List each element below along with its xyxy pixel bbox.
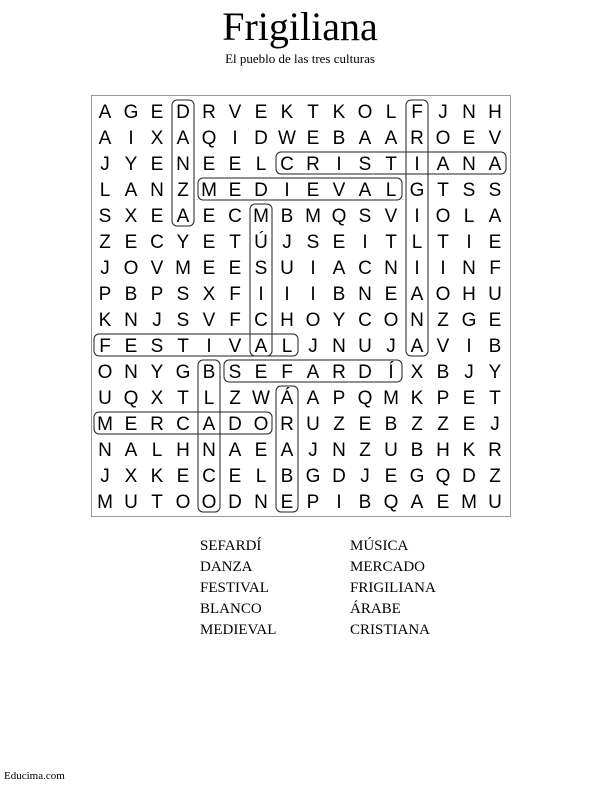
grid-letter-r13-c3[interactable]: H <box>176 440 190 461</box>
grid-letter-r9-c6[interactable]: A <box>254 336 268 357</box>
grid-letter-r8-c14[interactable]: G <box>461 310 477 331</box>
grid-letter-r9-c8[interactable]: J <box>308 336 318 357</box>
grid-letter-r11-c15[interactable]: T <box>489 388 501 409</box>
grid-letter-r9-c12[interactable]: A <box>410 336 424 357</box>
grid-letter-r1-c0[interactable]: A <box>98 128 112 149</box>
grid-letter-r3-c4[interactable]: M <box>201 180 217 201</box>
grid-letter-r14-c1[interactable]: X <box>124 466 138 487</box>
grid-letter-r13-c5[interactable]: A <box>228 440 242 461</box>
word-list-item: BLANCO <box>200 601 262 617</box>
grid-letter-r1-c6[interactable]: D <box>254 128 268 149</box>
grid-letter-r6-c13[interactable]: I <box>440 258 446 279</box>
grid-letter-r1-c1[interactable]: I <box>128 128 134 149</box>
grid-letter-r14-c15[interactable]: Z <box>489 466 501 487</box>
grid-letter-r6-c9[interactable]: A <box>332 258 346 279</box>
grid-letter-r15-c12[interactable]: A <box>410 492 424 513</box>
grid-letter-r13-c4[interactable]: N <box>202 440 216 461</box>
grid-letter-r11-c5[interactable]: Z <box>229 388 241 409</box>
grid-letter-r10-c13[interactable]: B <box>436 362 450 383</box>
grid-letter-r0-c5[interactable]: V <box>228 102 242 123</box>
grid-letter-r11-c3[interactable]: T <box>177 388 189 409</box>
grid-letter-r3-c12[interactable]: G <box>409 180 425 201</box>
grid-letter-r9-c14[interactable]: I <box>466 336 472 357</box>
grid-letter-r1-c5[interactable]: I <box>232 128 238 149</box>
grid-letter-r6-c14[interactable]: N <box>462 258 476 279</box>
grid-letter-r6-c1[interactable]: O <box>123 258 139 279</box>
grid-letter-r4-c8[interactable]: M <box>305 206 321 227</box>
grid-letter-r10-c2[interactable]: Y <box>150 362 164 383</box>
grid-letter-r11-c11[interactable]: M <box>383 388 399 409</box>
grid-letter-r5-c0[interactable]: Z <box>99 232 111 253</box>
grid-letter-r8-c12[interactable]: N <box>410 310 424 331</box>
grid-letter-r4-c14[interactable]: L <box>463 206 475 227</box>
grid-letter-r5-c3[interactable]: Y <box>176 232 190 253</box>
grid-letter-r3-c15[interactable]: S <box>488 180 502 201</box>
grid-letter-r0-c0[interactable]: A <box>98 102 112 123</box>
grid-letter-r5-c2[interactable]: C <box>150 232 164 253</box>
grid-letter-r4-c4[interactable]: E <box>202 206 216 227</box>
grid-letter-r0-c15[interactable]: H <box>488 102 502 123</box>
grid-letter-r8-c9[interactable]: Y <box>332 310 346 331</box>
grid-letter-r2-c3[interactable]: N <box>176 154 190 175</box>
grid-letter-r12-c6[interactable]: O <box>253 414 269 435</box>
grid-letter-r0-c10[interactable]: O <box>357 102 373 123</box>
grid-letter-r6-c8[interactable]: I <box>310 258 316 279</box>
grid-letter-r12-c13[interactable]: Z <box>437 414 449 435</box>
grid-letter-r2-c6[interactable]: L <box>255 154 267 175</box>
grid-letter-r14-c8[interactable]: G <box>305 466 321 487</box>
grid-letter-r3-c0[interactable]: L <box>99 180 111 201</box>
grid-letter-r3-c2[interactable]: N <box>150 180 164 201</box>
grid-letter-r4-c6[interactable]: M <box>253 206 269 227</box>
grid-letter-r0-c3[interactable]: D <box>176 102 190 123</box>
page-subtitle: El pueblo de las tres culturas <box>225 51 375 66</box>
grid-letter-r13-c9[interactable]: N <box>332 440 346 461</box>
grid-letter-r13-c12[interactable]: B <box>410 440 424 461</box>
grid-letter-r5-c10[interactable]: I <box>362 232 368 253</box>
grid-letter-r10-c6[interactable]: E <box>254 362 268 383</box>
grid-letter-r7-c15[interactable]: U <box>488 284 502 305</box>
grid-letter-r9-c9[interactable]: N <box>332 336 346 357</box>
grid-letter-r1-c7[interactable]: W <box>278 128 296 149</box>
grid-letter-r13-c6[interactable]: E <box>254 440 268 461</box>
grid-letter-r2-c5[interactable]: E <box>228 154 242 175</box>
grid-letter-r1-c9[interactable]: B <box>332 128 346 149</box>
grid-letter-r3-c1[interactable]: A <box>124 180 138 201</box>
grid-letter-r12-c1[interactable]: E <box>124 414 138 435</box>
grid-letter-r15-c9[interactable]: I <box>336 492 342 513</box>
grid-letter-r1-c8[interactable]: E <box>306 128 320 149</box>
grid-letter-r5-c7[interactable]: J <box>282 232 292 253</box>
grid-letter-r12-c2[interactable]: R <box>150 414 164 435</box>
grid-letter-r7-c3[interactable]: S <box>176 284 190 305</box>
grid-letter-r4-c0[interactable]: S <box>98 206 112 227</box>
grid-letter-r15-c6[interactable]: N <box>254 492 268 513</box>
grid-letter-r7-c10[interactable]: N <box>358 284 372 305</box>
grid-letter-r9-c1[interactable]: E <box>124 336 138 357</box>
grid-letter-r6-c10[interactable]: C <box>358 258 372 279</box>
grid-letter-r8-c13[interactable]: Z <box>437 310 449 331</box>
grid-letter-r11-c6[interactable]: W <box>252 388 270 409</box>
grid-letter-r12-c9[interactable]: Z <box>333 414 345 435</box>
grid-letter-r1-c10[interactable]: A <box>358 128 372 149</box>
grid-letter-r5-c6[interactable]: Ú <box>254 232 268 253</box>
grid-letter-r7-c4[interactable]: X <box>202 284 216 305</box>
grid-letter-r6-c6[interactable]: S <box>254 258 268 279</box>
grid-letter-r0-c7[interactable]: K <box>280 102 294 123</box>
word-list-item: ÁRABE <box>350 601 401 617</box>
grid-letter-r12-c7[interactable]: R <box>280 414 294 435</box>
word-list-item: CRISTIANA <box>350 622 431 638</box>
grid-letter-r1-c2[interactable]: X <box>150 128 164 149</box>
grid-letter-r5-c5[interactable]: T <box>229 232 241 253</box>
grid-letter-r0-c6[interactable]: E <box>254 102 268 123</box>
grid-letter-r8-c10[interactable]: C <box>358 310 372 331</box>
grid-letter-r6-c2[interactable]: V <box>150 258 164 279</box>
grid-letter-r7-c2[interactable]: P <box>150 284 164 305</box>
grid-letter-r0-c11[interactable]: L <box>385 102 397 123</box>
word-list-item: MEDIEVAL <box>200 622 277 638</box>
grid-letter-r2-c1[interactable]: Y <box>124 154 138 175</box>
grid-letter-r0-c14[interactable]: N <box>462 102 476 123</box>
grid-letter-r6-c11[interactable]: N <box>384 258 398 279</box>
grid-letter-r3-c13[interactable]: T <box>437 180 449 201</box>
grid-letter-r12-c4[interactable]: A <box>202 414 216 435</box>
grid-letter-r0-c13[interactable]: J <box>438 102 448 123</box>
grid-letter-r4-c5[interactable]: C <box>228 206 242 227</box>
grid-letter-r11-c12[interactable]: K <box>410 388 424 409</box>
grid-letter-r15-c4[interactable]: O <box>201 492 217 513</box>
grid-letter-r5-c11[interactable]: T <box>385 232 397 253</box>
grid-letter-r5-c13[interactable]: T <box>437 232 449 253</box>
grid-letter-r2-c0[interactable]: J <box>100 154 110 175</box>
grid-letter-r13-c7[interactable]: A <box>280 440 294 461</box>
grid-letter-r8-c2[interactable]: J <box>152 310 162 331</box>
grid-letter-r15-c11[interactable]: Q <box>383 492 399 513</box>
grid-letter-r4-c3[interactable]: A <box>176 206 190 227</box>
grid-letter-r14-c5[interactable]: E <box>228 466 242 487</box>
grid-letter-r12-c14[interactable]: E <box>462 414 476 435</box>
grid-letter-r14-c11[interactable]: E <box>384 466 398 487</box>
grid-letter-r3-c7[interactable]: I <box>284 180 290 201</box>
grid-letter-r11-c10[interactable]: Q <box>357 388 373 409</box>
grid-letter-r13-c0[interactable]: N <box>98 440 112 461</box>
grid-letter-r9-c15[interactable]: B <box>488 336 502 357</box>
grid-letter-r13-c11[interactable]: U <box>384 440 398 461</box>
word-list-column-left <box>200 536 276 641</box>
grid-letter-r7-c7[interactable]: I <box>284 284 290 305</box>
grid-letter-r7-c0[interactable]: P <box>98 284 112 305</box>
grid-letter-r15-c2[interactable]: T <box>151 492 163 513</box>
grid-letter-r10-c3[interactable]: G <box>175 362 191 383</box>
word-search-board[interactable] <box>92 96 510 516</box>
grid-letter-r7-c11[interactable]: E <box>384 284 398 305</box>
grid-letter-r11-c9[interactable]: P <box>332 388 346 409</box>
grid-letter-r14-c13[interactable]: Q <box>435 466 451 487</box>
grid-letter-r10-c0[interactable]: O <box>97 362 113 383</box>
grid-letter-r9-c11[interactable]: J <box>386 336 396 357</box>
grid-letter-r1-c11[interactable]: A <box>384 128 398 149</box>
grid-letter-r13-c13[interactable]: H <box>436 440 450 461</box>
grid-letter-r15-c8[interactable]: P <box>306 492 320 513</box>
grid-letter-r7-c14[interactable]: H <box>462 284 476 305</box>
grid-letter-r2-c11[interactable]: T <box>385 154 397 175</box>
grid-letter-r13-c2[interactable]: L <box>151 440 163 461</box>
grid-letter-r12-c11[interactable]: B <box>384 414 398 435</box>
grid-letter-r0-c2[interactable]: E <box>150 102 164 123</box>
grid-letter-r13-c1[interactable]: A <box>124 440 138 461</box>
grid-letter-r4-c1[interactable]: X <box>124 206 138 227</box>
grid-letter-r5-c9[interactable]: E <box>332 232 346 253</box>
grid-letter-r11-c4[interactable]: L <box>203 388 215 409</box>
grid-letter-r8-c8[interactable]: O <box>305 310 321 331</box>
grid-letter-r13-c14[interactable]: K <box>462 440 476 461</box>
word-list-item: FRIGILIANA <box>350 580 436 596</box>
grid-letter-r7-c9[interactable]: B <box>332 284 346 305</box>
grid-letter-r4-c10[interactable]: S <box>358 206 372 227</box>
grid-letter-r9-c4[interactable]: I <box>206 336 212 357</box>
grid-letter-r5-c8[interactable]: S <box>306 232 320 253</box>
grid-letter-r15-c10[interactable]: B <box>358 492 372 513</box>
grid-letter-r8-c0[interactable]: K <box>98 310 112 331</box>
grid-letter-r5-c15[interactable]: E <box>488 232 502 253</box>
grid-letter-r12-c8[interactable]: U <box>306 414 320 435</box>
grid-letter-r8-c5[interactable]: F <box>229 310 241 331</box>
grid-letter-r11-c0[interactable]: U <box>98 388 112 409</box>
grid-letter-r2-c7[interactable]: C <box>280 154 294 175</box>
grid-letter-r11-c8[interactable]: A <box>306 388 320 409</box>
grid-letter-r3-c9[interactable]: V <box>332 180 346 201</box>
grid-letter-r2-c14[interactable]: N <box>462 154 476 175</box>
grid-letter-r6-c4[interactable]: E <box>202 258 216 279</box>
grid-letter-r4-c13[interactable]: O <box>435 206 451 227</box>
grid-letter-r12-c5[interactable]: D <box>228 414 242 435</box>
grid-letter-r6-c3[interactable]: M <box>175 258 191 279</box>
grid-letter-r4-c11[interactable]: V <box>384 206 398 227</box>
grid-letter-r11-c7[interactable]: Á <box>280 388 294 409</box>
grid-letter-r4-c12[interactable]: I <box>414 206 420 227</box>
grid-letter-r4-c7[interactable]: B <box>280 206 294 227</box>
grid-letter-r2-c4[interactable]: E <box>202 154 216 175</box>
grid-letter-r8-c1[interactable]: N <box>124 310 138 331</box>
grid-letter-r10-c14[interactable]: J <box>464 362 474 383</box>
grid-letter-r15-c14[interactable]: M <box>461 492 477 513</box>
grid-letter-r3-c14[interactable]: S <box>462 180 476 201</box>
grid-letter-r3-c8[interactable]: E <box>306 180 320 201</box>
grid-letter-r3-c5[interactable]: E <box>228 180 242 201</box>
grid-letter-r7-c1[interactable]: B <box>124 284 138 305</box>
grid-letter-r13-c15[interactable]: R <box>488 440 502 461</box>
grid-letter-r2-c9[interactable]: I <box>336 154 342 175</box>
grid-letter-r15-c15[interactable]: U <box>488 492 502 513</box>
grid-letter-r8-c11[interactable]: O <box>383 310 399 331</box>
grid-letter-r1-c12[interactable]: R <box>410 128 424 149</box>
grid-letter-r8-c4[interactable]: V <box>202 310 216 331</box>
grid-letter-r14-c14[interactable]: D <box>462 466 476 487</box>
grid-letter-r10-c4[interactable]: B <box>202 362 216 383</box>
word-list-column-right <box>350 536 436 641</box>
grid-letter-r7-c12[interactable]: A <box>410 284 424 305</box>
grid-letter-r0-c12[interactable]: F <box>411 102 423 123</box>
grid-letter-r9-c10[interactable]: U <box>358 336 372 357</box>
grid-letter-r11-c1[interactable]: Q <box>123 388 139 409</box>
grid-letter-r12-c15[interactable]: J <box>490 414 500 435</box>
footer-credit: Educima.com <box>4 770 65 782</box>
grid-letter-r10-c7[interactable]: F <box>281 362 293 383</box>
grid-letter-r14-c10[interactable]: J <box>360 466 370 487</box>
grid-letter-r14-c12[interactable]: G <box>409 466 425 487</box>
grid-letter-r9-c7[interactable]: L <box>281 336 293 357</box>
grid-letter-r11-c14[interactable]: E <box>462 388 476 409</box>
page-title: Frigiliana <box>222 4 378 49</box>
grid-letter-r2-c13[interactable]: A <box>436 154 450 175</box>
grid-letter-r1-c15[interactable]: V <box>488 128 502 149</box>
grid-letter-r14-c0[interactable]: J <box>100 466 110 487</box>
grid-letter-r6-c7[interactable]: U <box>280 258 294 279</box>
grid-letter-r13-c10[interactable]: Z <box>359 440 371 461</box>
grid-letter-r3-c3[interactable]: Z <box>177 180 189 201</box>
grid-letter-r0-c8[interactable]: T <box>307 102 319 123</box>
grid-letter-r15-c7[interactable]: E <box>280 492 294 513</box>
grid-letter-r0-c1[interactable]: G <box>123 102 139 123</box>
grid-letter-r12-c12[interactable]: Z <box>411 414 423 435</box>
grid-letter-r14-c2[interactable]: K <box>150 466 164 487</box>
grid-letter-r8-c3[interactable]: S <box>176 310 190 331</box>
grid-letter-r10-c1[interactable]: N <box>124 362 138 383</box>
grid-letter-r7-c13[interactable]: O <box>435 284 451 305</box>
grid-letter-r14-c3[interactable]: E <box>176 466 190 487</box>
grid-letter-r3-c10[interactable]: A <box>358 180 372 201</box>
grid-letter-r14-c6[interactable]: L <box>255 466 267 487</box>
grid-letter-r10-c12[interactable]: X <box>410 362 424 383</box>
word-list-item: MÚSICA <box>350 538 409 554</box>
grid-letter-r10-c10[interactable]: D <box>358 362 372 383</box>
grid-letter-r1-c13[interactable]: O <box>435 128 451 149</box>
grid-letter-r7-c5[interactable]: F <box>229 284 241 305</box>
grid-letter-r9-c3[interactable]: T <box>177 336 189 357</box>
grid-letter-r2-c8[interactable]: R <box>306 154 320 175</box>
grid-letter-r9-c2[interactable]: S <box>150 336 164 357</box>
grid-letter-r9-c13[interactable]: V <box>436 336 450 357</box>
grid-letter-r0-c9[interactable]: K <box>332 102 346 123</box>
grid-letter-r4-c2[interactable]: E <box>150 206 164 227</box>
grid-letter-r3-c11[interactable]: L <box>385 180 397 201</box>
grid-letter-r15-c1[interactable]: U <box>124 492 138 513</box>
grid-letter-r12-c10[interactable]: E <box>358 414 372 435</box>
grid-letter-r10-c8[interactable]: A <box>306 362 320 383</box>
grid-letter-r4-c9[interactable]: Q <box>331 206 347 227</box>
word-list-item: FESTIVAL <box>200 580 269 596</box>
grid-letter-r8-c15[interactable]: E <box>488 310 502 331</box>
grid-letter-r6-c0[interactable]: J <box>100 258 110 279</box>
word-search-grid[interactable] <box>91 95 511 517</box>
grid-letter-r2-c10[interactable]: S <box>358 154 372 175</box>
grid-letter-r14-c7[interactable]: B <box>280 466 294 487</box>
word-list-item: MERCADO <box>350 559 426 575</box>
grid-letter-r14-c9[interactable]: D <box>332 466 346 487</box>
grid-letter-r1-c14[interactable]: E <box>462 128 476 149</box>
grid-letter-r15-c5[interactable]: D <box>228 492 242 513</box>
word-list-item: DANZA <box>200 559 253 575</box>
word-list-item: SEFARDÍ <box>200 538 262 554</box>
grid-letter-r13-c8[interactable]: J <box>308 440 318 461</box>
grid-letter-r9-c5[interactable]: V <box>228 336 242 357</box>
grid-letter-r10-c9[interactable]: R <box>332 362 346 383</box>
grid-letter-r1-c4[interactable]: Q <box>201 128 217 149</box>
grid-letter-r2-c2[interactable]: E <box>150 154 164 175</box>
grid-letter-r4-c15[interactable]: A <box>488 206 502 227</box>
grid-letter-r2-c12[interactable]: I <box>414 154 420 175</box>
grid-letter-r14-c4[interactable]: C <box>202 466 216 487</box>
grid-letter-r15-c13[interactable]: E <box>436 492 450 513</box>
grid-letter-r6-c12[interactable]: I <box>414 258 420 279</box>
grid-letter-r6-c15[interactable]: F <box>489 258 501 279</box>
grid-letter-r1-c3[interactable]: A <box>176 128 190 149</box>
grid-letter-r15-c3[interactable]: O <box>175 492 191 513</box>
grid-letter-r5-c4[interactable]: E <box>202 232 216 253</box>
grid-letter-r6-c5[interactable]: E <box>228 258 242 279</box>
grid-letter-r10-c11[interactable]: Í <box>388 362 394 383</box>
grid-letter-r2-c15[interactable]: A <box>488 154 502 175</box>
grid-letter-r12-c3[interactable]: C <box>176 414 190 435</box>
grid-letter-r7-c6[interactable]: I <box>258 284 264 305</box>
grid-letter-r3-c6[interactable]: D <box>254 180 268 201</box>
grid-letter-r10-c5[interactable]: S <box>228 362 242 383</box>
grid-letter-r8-c6[interactable]: C <box>254 310 268 331</box>
grid-letter-r5-c14[interactable]: I <box>466 232 472 253</box>
grid-letter-r15-c0[interactable]: M <box>97 492 113 513</box>
grid-letter-r9-c0[interactable]: F <box>99 336 111 357</box>
grid-letter-r11-c13[interactable]: P <box>436 388 450 409</box>
grid-letter-r11-c2[interactable]: X <box>150 388 164 409</box>
grid-letter-r8-c7[interactable]: H <box>280 310 294 331</box>
grid-letter-r10-c15[interactable]: Y <box>488 362 502 383</box>
grid-letter-r7-c8[interactable]: I <box>310 284 316 305</box>
grid-letter-r5-c1[interactable]: E <box>124 232 138 253</box>
grid-letter-r0-c4[interactable]: R <box>202 102 216 123</box>
grid-letter-r5-c12[interactable]: L <box>411 232 423 253</box>
grid-letter-r12-c0[interactable]: M <box>97 414 113 435</box>
